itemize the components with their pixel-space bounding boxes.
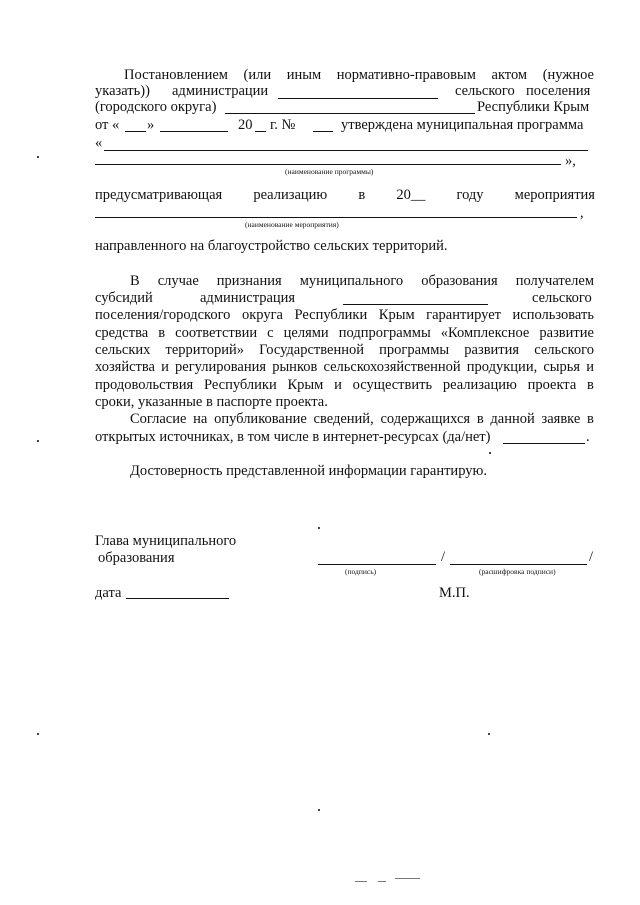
word: опубликование bbox=[214, 411, 307, 427]
word: содержащихся bbox=[380, 411, 471, 427]
p1-line-2-b: администрации bbox=[172, 83, 269, 99]
scan-speck bbox=[318, 809, 320, 811]
p3-line-2-b: . bbox=[586, 429, 590, 445]
p2-line-7 bbox=[95, 376, 594, 394]
p2-line-4 bbox=[95, 324, 594, 342]
word: территорий» bbox=[165, 342, 244, 358]
word: муниципального bbox=[299, 273, 404, 289]
word: реализацию bbox=[442, 377, 517, 393]
reliability-statement: Достоверность представленной информации гарантирую. bbox=[130, 463, 487, 479]
word: признания bbox=[216, 273, 282, 289]
p2-line-8: сроки, указанные в паспорте проекта. bbox=[95, 394, 328, 410]
seal-label: М.П. bbox=[439, 585, 470, 601]
word: (нужное bbox=[542, 67, 594, 83]
word: в bbox=[587, 377, 594, 393]
p1-line-4-b: » bbox=[147, 117, 155, 133]
word: «Комплексное bbox=[440, 325, 530, 341]
word: в bbox=[587, 411, 594, 427]
month-blank[interactable] bbox=[160, 131, 228, 132]
word: продовольствия bbox=[95, 377, 194, 393]
program-name-blank-1[interactable] bbox=[104, 150, 588, 151]
head-title-line-2: образования bbox=[98, 550, 175, 566]
word: заявке bbox=[541, 411, 581, 427]
word: реализацию bbox=[253, 187, 328, 203]
word: Постановлением bbox=[124, 67, 228, 83]
p1-line-4-c: 20 bbox=[238, 117, 253, 133]
signature-blank[interactable] bbox=[318, 564, 436, 565]
date-blank[interactable] bbox=[126, 598, 229, 599]
scan-speck bbox=[318, 527, 320, 529]
word: актом bbox=[491, 67, 528, 83]
scan-speck bbox=[37, 156, 39, 158]
word: поселения/городского bbox=[95, 307, 231, 323]
caption-signature-decode: (расшифровка подписи) bbox=[479, 567, 556, 576]
slash-1: / bbox=[441, 549, 446, 565]
p1-line-2-d: поселения bbox=[526, 83, 591, 99]
word: Крым bbox=[287, 377, 324, 393]
p1-line-5-a: « bbox=[95, 135, 103, 151]
p2-line-6 bbox=[95, 358, 594, 376]
date-label: дата bbox=[95, 585, 122, 601]
p2-line-1 bbox=[130, 272, 594, 290]
word: целями bbox=[283, 325, 329, 341]
p2-line-2-a: субсидий bbox=[95, 290, 153, 306]
municipality-blank[interactable] bbox=[225, 113, 475, 114]
p3-line-2-a: открытых источниках, в том числе в интернет-ресурсах (да/нет) bbox=[95, 429, 491, 445]
caption-event: (наименование мероприятия) bbox=[245, 220, 339, 229]
word: 20__ bbox=[396, 187, 426, 203]
word: хозяйства bbox=[95, 359, 155, 375]
word: сведений, bbox=[313, 411, 374, 427]
event-name-blank[interactable] bbox=[95, 217, 577, 218]
day-blank[interactable] bbox=[125, 131, 146, 132]
word: гарантирует bbox=[426, 307, 501, 323]
scan-speck bbox=[489, 452, 491, 454]
word: развитие bbox=[539, 325, 594, 341]
word: образования bbox=[421, 273, 498, 289]
word: году bbox=[456, 187, 484, 203]
p1-line-9: направленного на благоустройство сельских территорий. bbox=[95, 238, 448, 254]
word: и bbox=[334, 377, 342, 393]
word: нормативно-правовым bbox=[336, 67, 476, 83]
p2-line-5 bbox=[95, 341, 594, 359]
word: программы bbox=[379, 342, 450, 358]
caption-signature: (подпись) bbox=[345, 567, 377, 576]
number-blank[interactable] bbox=[313, 131, 333, 132]
word: Согласие bbox=[130, 411, 187, 427]
scan-mark bbox=[378, 881, 386, 882]
p1-line-3-b: Республики Крым bbox=[477, 99, 590, 115]
word: сырья bbox=[543, 359, 581, 375]
word: Крым bbox=[378, 307, 415, 323]
word: в bbox=[358, 187, 366, 203]
word: в bbox=[158, 325, 166, 341]
word: мероприятия bbox=[514, 187, 595, 203]
p2-line-3 bbox=[95, 306, 594, 324]
administration-blank[interactable] bbox=[278, 98, 438, 99]
word: использовать bbox=[512, 307, 594, 323]
word: регулирования bbox=[175, 359, 267, 375]
administration-blank-2[interactable] bbox=[343, 304, 488, 305]
word: и bbox=[161, 359, 169, 375]
program-name-blank-2[interactable] bbox=[95, 164, 561, 165]
word: подпрограммы bbox=[338, 325, 431, 341]
word: сельского bbox=[534, 342, 594, 358]
word: сельских bbox=[95, 342, 151, 358]
word: на bbox=[193, 411, 208, 427]
p1-line-3-a: (городского округа) bbox=[95, 99, 217, 115]
word: в bbox=[476, 411, 484, 427]
signature-decode-blank[interactable] bbox=[450, 564, 587, 565]
word: средства bbox=[95, 325, 149, 341]
p1-line-8-a: , bbox=[580, 205, 584, 221]
p1-line-7 bbox=[95, 186, 595, 204]
word: Республики bbox=[203, 377, 277, 393]
p1-line-2-a: указать)) bbox=[95, 83, 150, 99]
slash-2: / bbox=[589, 549, 594, 565]
consent-blank[interactable] bbox=[503, 443, 585, 444]
word: осуществить bbox=[352, 377, 433, 393]
word: данной bbox=[490, 411, 535, 427]
word: случае bbox=[157, 273, 199, 289]
word: Государственной bbox=[259, 342, 364, 358]
scan-speck bbox=[37, 440, 39, 442]
scan-speck bbox=[37, 733, 39, 735]
word: (или bbox=[243, 67, 272, 83]
p1-line-4-d: г. № bbox=[270, 117, 296, 133]
caption-program: (наименование программы) bbox=[285, 167, 374, 176]
year-blank[interactable] bbox=[255, 131, 266, 132]
scan-speck bbox=[488, 733, 490, 735]
word: предусматривающая bbox=[95, 187, 223, 203]
p2-line-2-b: администрация bbox=[200, 290, 296, 306]
word: сельскохозяйственной bbox=[323, 359, 461, 375]
p1-line-4-a: от « bbox=[95, 117, 120, 133]
word: продукции, bbox=[466, 359, 538, 375]
p1-line-2-c: сельского bbox=[455, 83, 515, 99]
p1-line-4-e: утверждена муниципальная программа bbox=[341, 117, 584, 133]
word: В bbox=[130, 273, 140, 289]
word: с bbox=[267, 325, 274, 341]
word: и bbox=[586, 359, 594, 375]
scan-mark bbox=[355, 881, 367, 882]
word: проекта bbox=[527, 377, 577, 393]
p3-line-1 bbox=[130, 410, 594, 428]
word: округа bbox=[241, 307, 283, 323]
word: развития bbox=[464, 342, 520, 358]
word: Республики bbox=[294, 307, 368, 323]
word: рынков bbox=[272, 359, 318, 375]
head-title-line-1: Глава муниципального bbox=[95, 533, 237, 549]
word: иным bbox=[286, 67, 322, 83]
word: получателем bbox=[515, 273, 594, 289]
p1-line-6-a: », bbox=[565, 153, 576, 169]
word: соответствии bbox=[175, 325, 258, 341]
p2-line-2-c: сельского bbox=[532, 290, 592, 306]
scan-mark bbox=[395, 878, 420, 879]
